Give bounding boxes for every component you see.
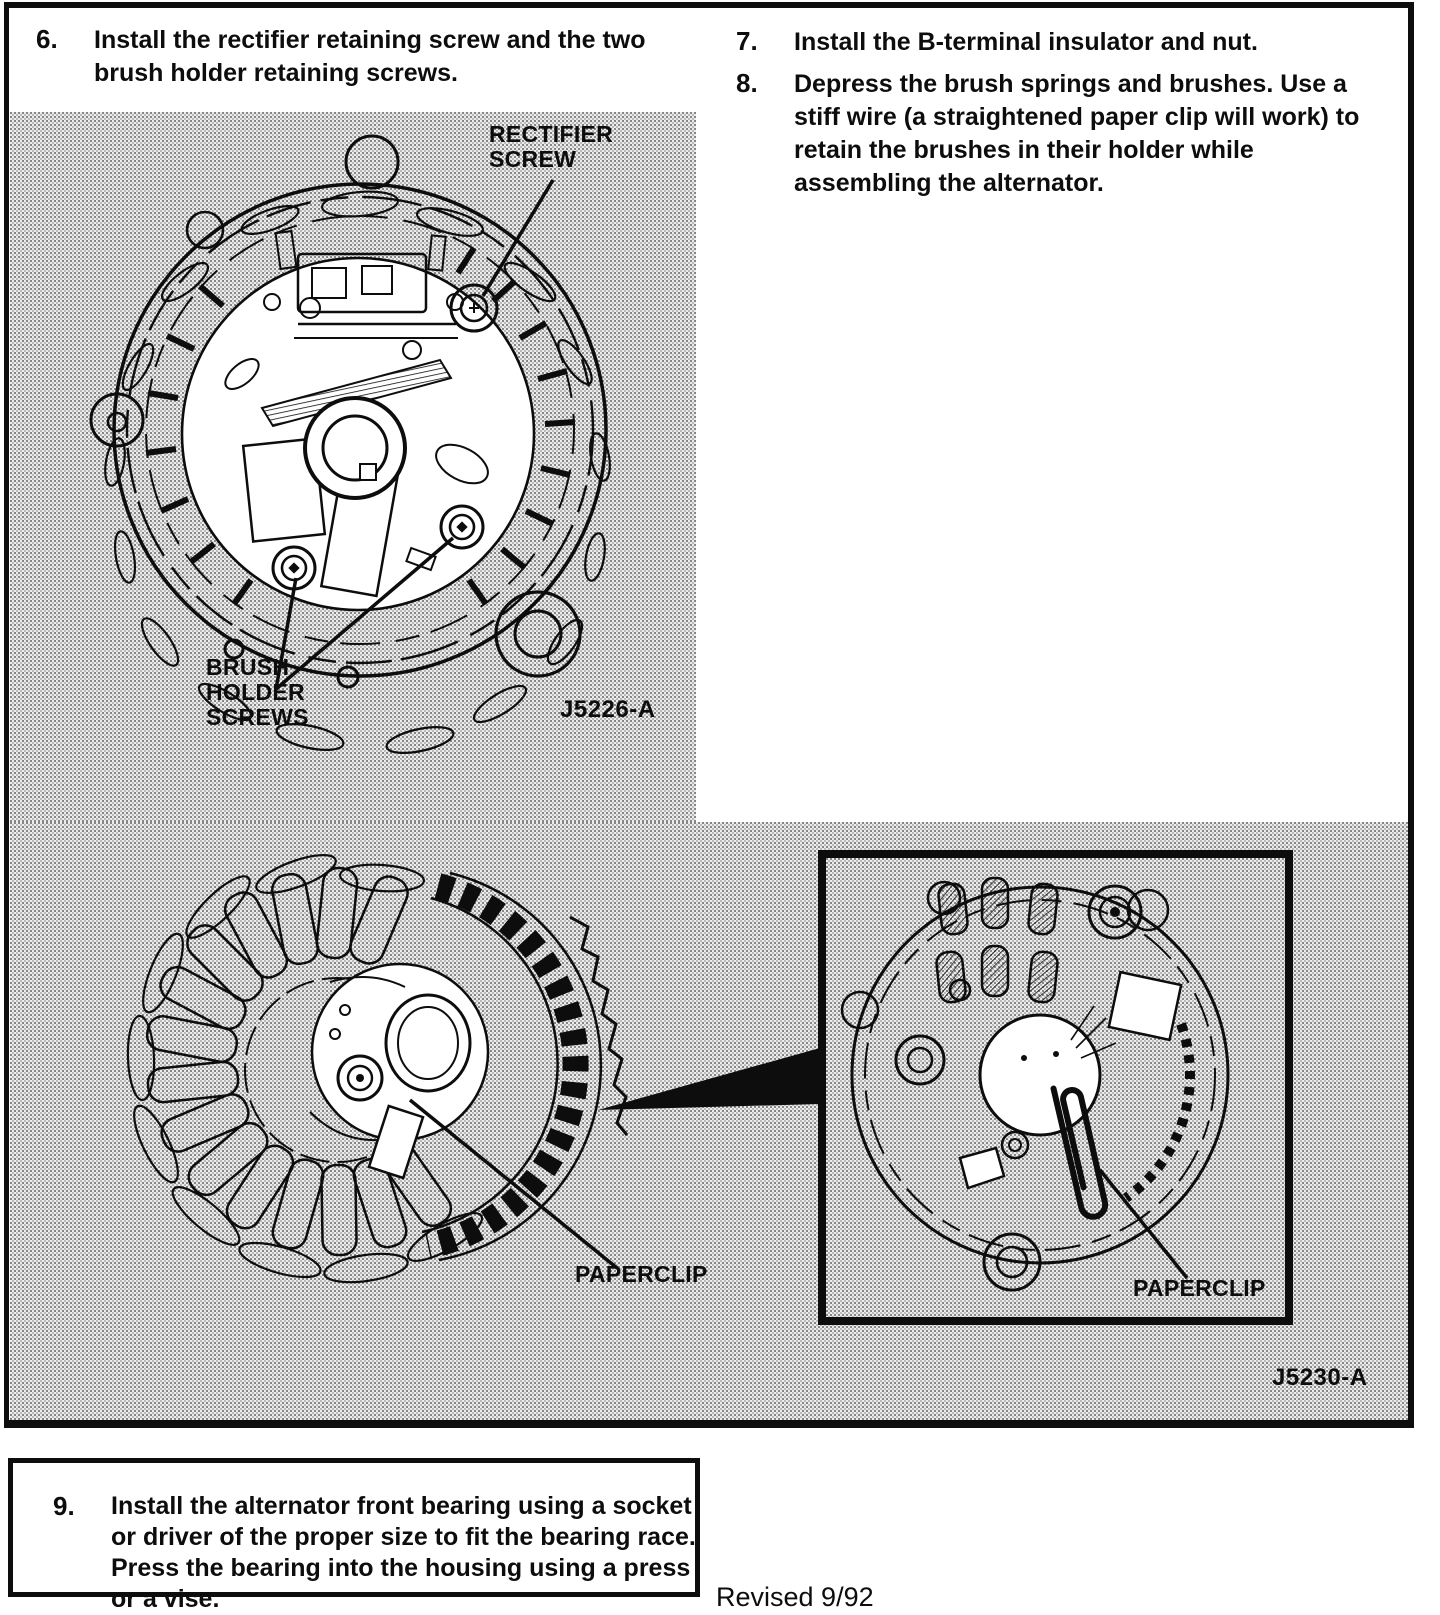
step-8-line-3: retain the brushes in their holder while	[794, 136, 1254, 164]
step-7-text	[794, 26, 1258, 59]
step-9-text	[111, 1491, 696, 1615]
frame-border-top	[4, 2, 1414, 8]
rectifier-callout-line-1: RECTIFIER	[489, 121, 614, 147]
step-8-line-1: Depress the brush springs and brushes. Use a	[794, 70, 1347, 98]
frame-border-left	[4, 2, 9, 1428]
step-9-box	[8, 1458, 700, 1613]
vent-slot-grid	[935, 878, 1058, 1003]
figure-code-bottom: J5230-A	[1272, 1364, 1368, 1391]
paperclip-callout-inset: PAPERCLIP	[1133, 1275, 1266, 1301]
brush-callout-line-1: BRUSH	[206, 654, 290, 680]
revision-note: Revised 9/92	[716, 1582, 874, 1612]
step-8-line-2: stiff wire (a straightened paper clip will work) to	[794, 103, 1360, 131]
inset-alternator-illustration	[826, 858, 1285, 1317]
step-9-number: 9.	[53, 1491, 75, 1521]
step-9-line-1: Install the alternator front bearing using a socket	[111, 1492, 692, 1520]
stator-illustration	[10, 822, 818, 1420]
inset-paperclip-leader-line	[1100, 1170, 1187, 1278]
brush-holder-callout	[206, 655, 309, 730]
figure-code-top: J5226-A	[560, 696, 656, 723]
paperclip-callout-main: PAPERCLIP	[575, 1261, 708, 1287]
step-9-line-4: or a vise.	[111, 1585, 220, 1613]
rectifier-screw-callout	[489, 122, 613, 172]
step-9-line-3: Press the bearing into the housing using a press	[111, 1554, 691, 1582]
frame-border-right	[1408, 2, 1414, 1428]
frame-border-bottom	[4, 1420, 1414, 1428]
step-7-number: 7.	[736, 26, 758, 56]
step-6-text	[94, 24, 646, 90]
step-8-line-4: assembling the alternator.	[794, 169, 1104, 197]
step-8-number: 8.	[736, 68, 758, 98]
brush-callout-line-2: HOLDER	[206, 679, 305, 705]
step-7-line-1: Install the B-terminal insulator and nut.	[794, 28, 1258, 56]
brush-callout-line-3: SCREWS	[206, 704, 309, 730]
step-8-text	[794, 68, 1359, 200]
inset-pointer-wedge	[596, 1044, 820, 1114]
step-6-number: 6.	[36, 24, 58, 54]
paperclip	[1054, 1084, 1107, 1220]
step-6-line-1: Install the rectifier retaining screw and the two	[94, 26, 646, 54]
rectifier-callout-line-2: SCREW	[489, 146, 577, 172]
step-9-line-2: or driver of the proper size to fit the bearing race.	[111, 1523, 696, 1551]
step-6-line-2: brush holder retaining screws.	[94, 59, 458, 87]
